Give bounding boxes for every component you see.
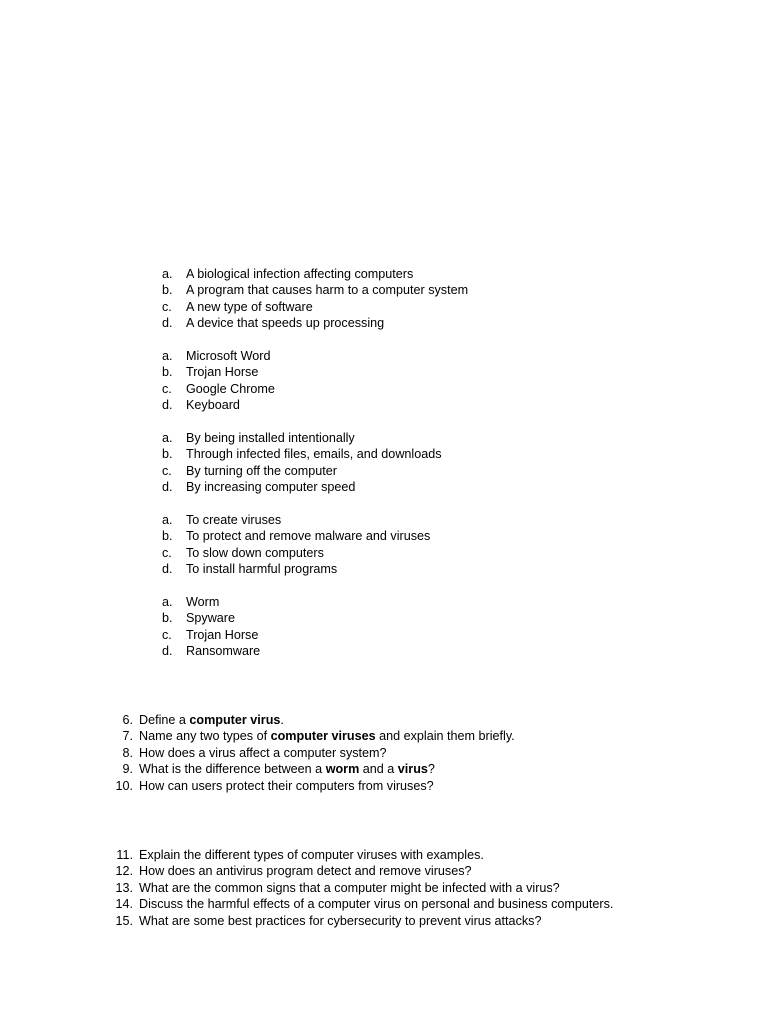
option-text: To slow down computers [186,545,324,560]
option-text: Trojan Horse [186,627,259,642]
option-text: A new type of software [186,299,313,314]
option-text: Ransomware [186,644,261,659]
option-letter: b. [162,283,173,298]
option-letter: b. [162,365,173,380]
question-text: Discuss the harmful effects of a computer virus on personal and business computers. [139,897,614,912]
option-text: Google Chrome [186,381,275,396]
option-text: A device that speeds up processing [186,316,385,331]
option-letter: d. [162,480,173,495]
question-number: 10. [115,778,133,793]
option-text: A program that causes harm to a computer system [186,283,469,298]
option-letter: c. [162,627,172,642]
option-letter: b. [162,611,173,626]
option-text: By increasing computer speed [186,480,356,495]
option-letter: b. [162,447,173,462]
option-letter: d. [162,316,173,331]
question-text: Define a computer virus. [139,713,284,727]
question-number: 12. [115,864,133,879]
option-text: Keyboard [186,398,240,413]
option-text: A biological infection affecting computers [186,267,414,281]
option-letter: d. [162,644,173,659]
question-number: 13. [115,880,133,895]
option-letter: a. [162,513,173,527]
question-text: How can users protect their computers from viruses? [139,778,434,793]
option-text: Worm [186,595,220,609]
option-letter: a. [162,349,173,363]
option-letter: d. [162,562,173,577]
question-number: 11. [116,848,133,862]
question-text: What are the common signs that a computer might be infected with a virus? [139,880,560,895]
option-text: Microsoft Word [186,349,271,363]
option-text: To install harmful programs [186,562,338,577]
question-number: 6. [122,713,133,727]
option-letter: b. [162,529,173,544]
question-text: Name any two types of computer viruses and explain them briefly. [139,729,515,744]
question-text: What are some best practices for cybersecurity to prevent virus attacks? [139,913,542,928]
option-letter: c. [162,299,172,314]
option-text: Trojan Horse [186,365,259,380]
question-text: How does an antivirus program detect and remove viruses? [139,864,472,879]
question-text: What is the difference between a worm and a virus? [139,762,435,777]
option-text: To create viruses [186,513,282,527]
question-text: Explain the different types of computer viruses with examples. [139,848,484,862]
option-text: To protect and remove malware and viruses [186,529,431,544]
question-number: 15. [115,913,133,928]
question-number: 14. [115,897,133,912]
option-text: By being installed intentionally [186,431,355,445]
option-text: By turning off the computer [186,463,337,478]
option-letter: c. [162,463,172,478]
option-letter: c. [162,381,172,396]
option-text: Through infected files, emails, and downloads [186,447,442,462]
option-letter: a. [162,431,173,445]
option-letter: c. [162,545,172,560]
question-text: How does a virus affect a computer system? [139,745,387,760]
option-letter: a. [162,267,173,281]
question-number: 8. [122,745,133,760]
option-letter: a. [162,595,173,609]
question-number: 7. [122,729,133,744]
option-letter: d. [162,398,173,413]
option-text: Spyware [186,611,235,626]
question-number: 9. [122,762,133,777]
